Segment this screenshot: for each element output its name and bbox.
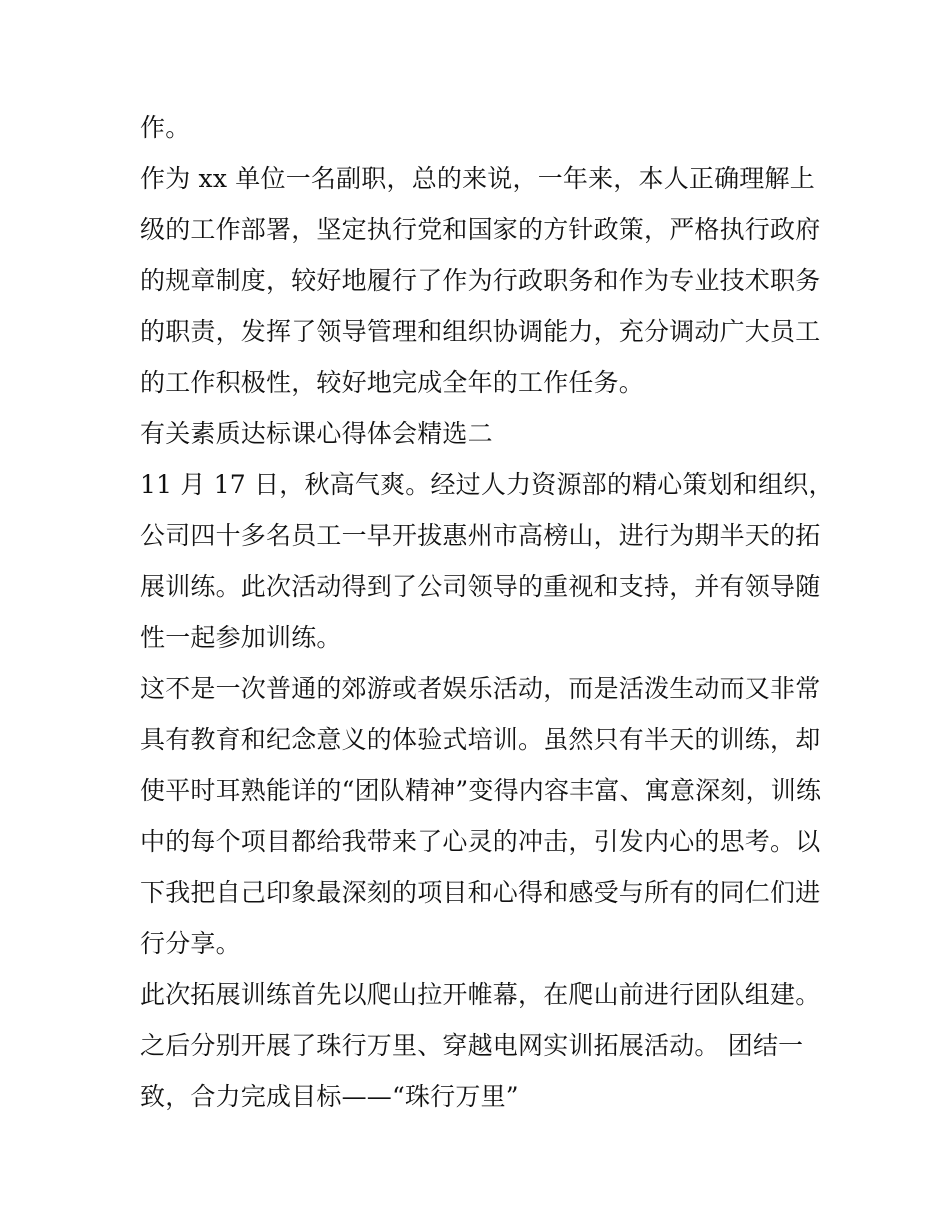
text-line: 级的工作部署，坚定执行党和国家的方针政策，严格执行政府 [140, 215, 821, 244]
text-line: 之后分别开展了珠行万里、穿越电网实训拓展活动。 团结一 [140, 1031, 804, 1060]
text-line: 11 月 17 日，秋高气爽。经过人力资源部的精心策划和组织， [140, 470, 834, 499]
text-line: 具有教育和纪念意义的体验式培训。虽然只有半天的训练，却 [140, 725, 821, 754]
text-line: 作。 [140, 113, 191, 142]
section-heading: 有关素质达标课心得体会精选二 [140, 419, 493, 448]
text-line: 此次拓展训练首先以爬山拉开帷幕，在爬山前进行团队组建。 [140, 980, 821, 1009]
text-line: 使平时耳熟能详的“团队精神”变得内容丰富、寓意深刻，训练 [140, 776, 822, 805]
text-line: 性一起参加训练。 [140, 623, 342, 652]
text-line: 的职责，发挥了领导管理和组织协调能力，充分调动广大员工 [140, 317, 821, 346]
text-line: 作为 xx 单位一名副职，总的来说，一年来，本人正确理解上 [140, 164, 815, 193]
text-line: 这不是一次普通的郊游或者娱乐活动，而是活泼生动而又非常 [140, 674, 821, 703]
text-line: 中的每个项目都给我带来了心灵的冲击，引发内心的思考。以 [140, 827, 821, 856]
text-line: 展训练。此次活动得到了公司领导的重视和支持，并有领导随 [140, 572, 821, 601]
text-line: 公司四十多名员工一早开拔惠州市高榜山，进行为期半天的拓 [140, 521, 821, 550]
text-line: 下我把自己印象最深刻的项目和心得和感受与所有的同仁们进 [140, 878, 821, 907]
text-line: 的工作积极性，较好地完成全年的工作任务。 [140, 368, 645, 397]
text-line: 致，合力完成目标——“珠行万里” [140, 1082, 519, 1111]
text-line: 的规章制度，较好地履行了作为行政职务和作为专业技术职务 [140, 266, 821, 295]
text-line: 行分享。 [140, 929, 241, 958]
